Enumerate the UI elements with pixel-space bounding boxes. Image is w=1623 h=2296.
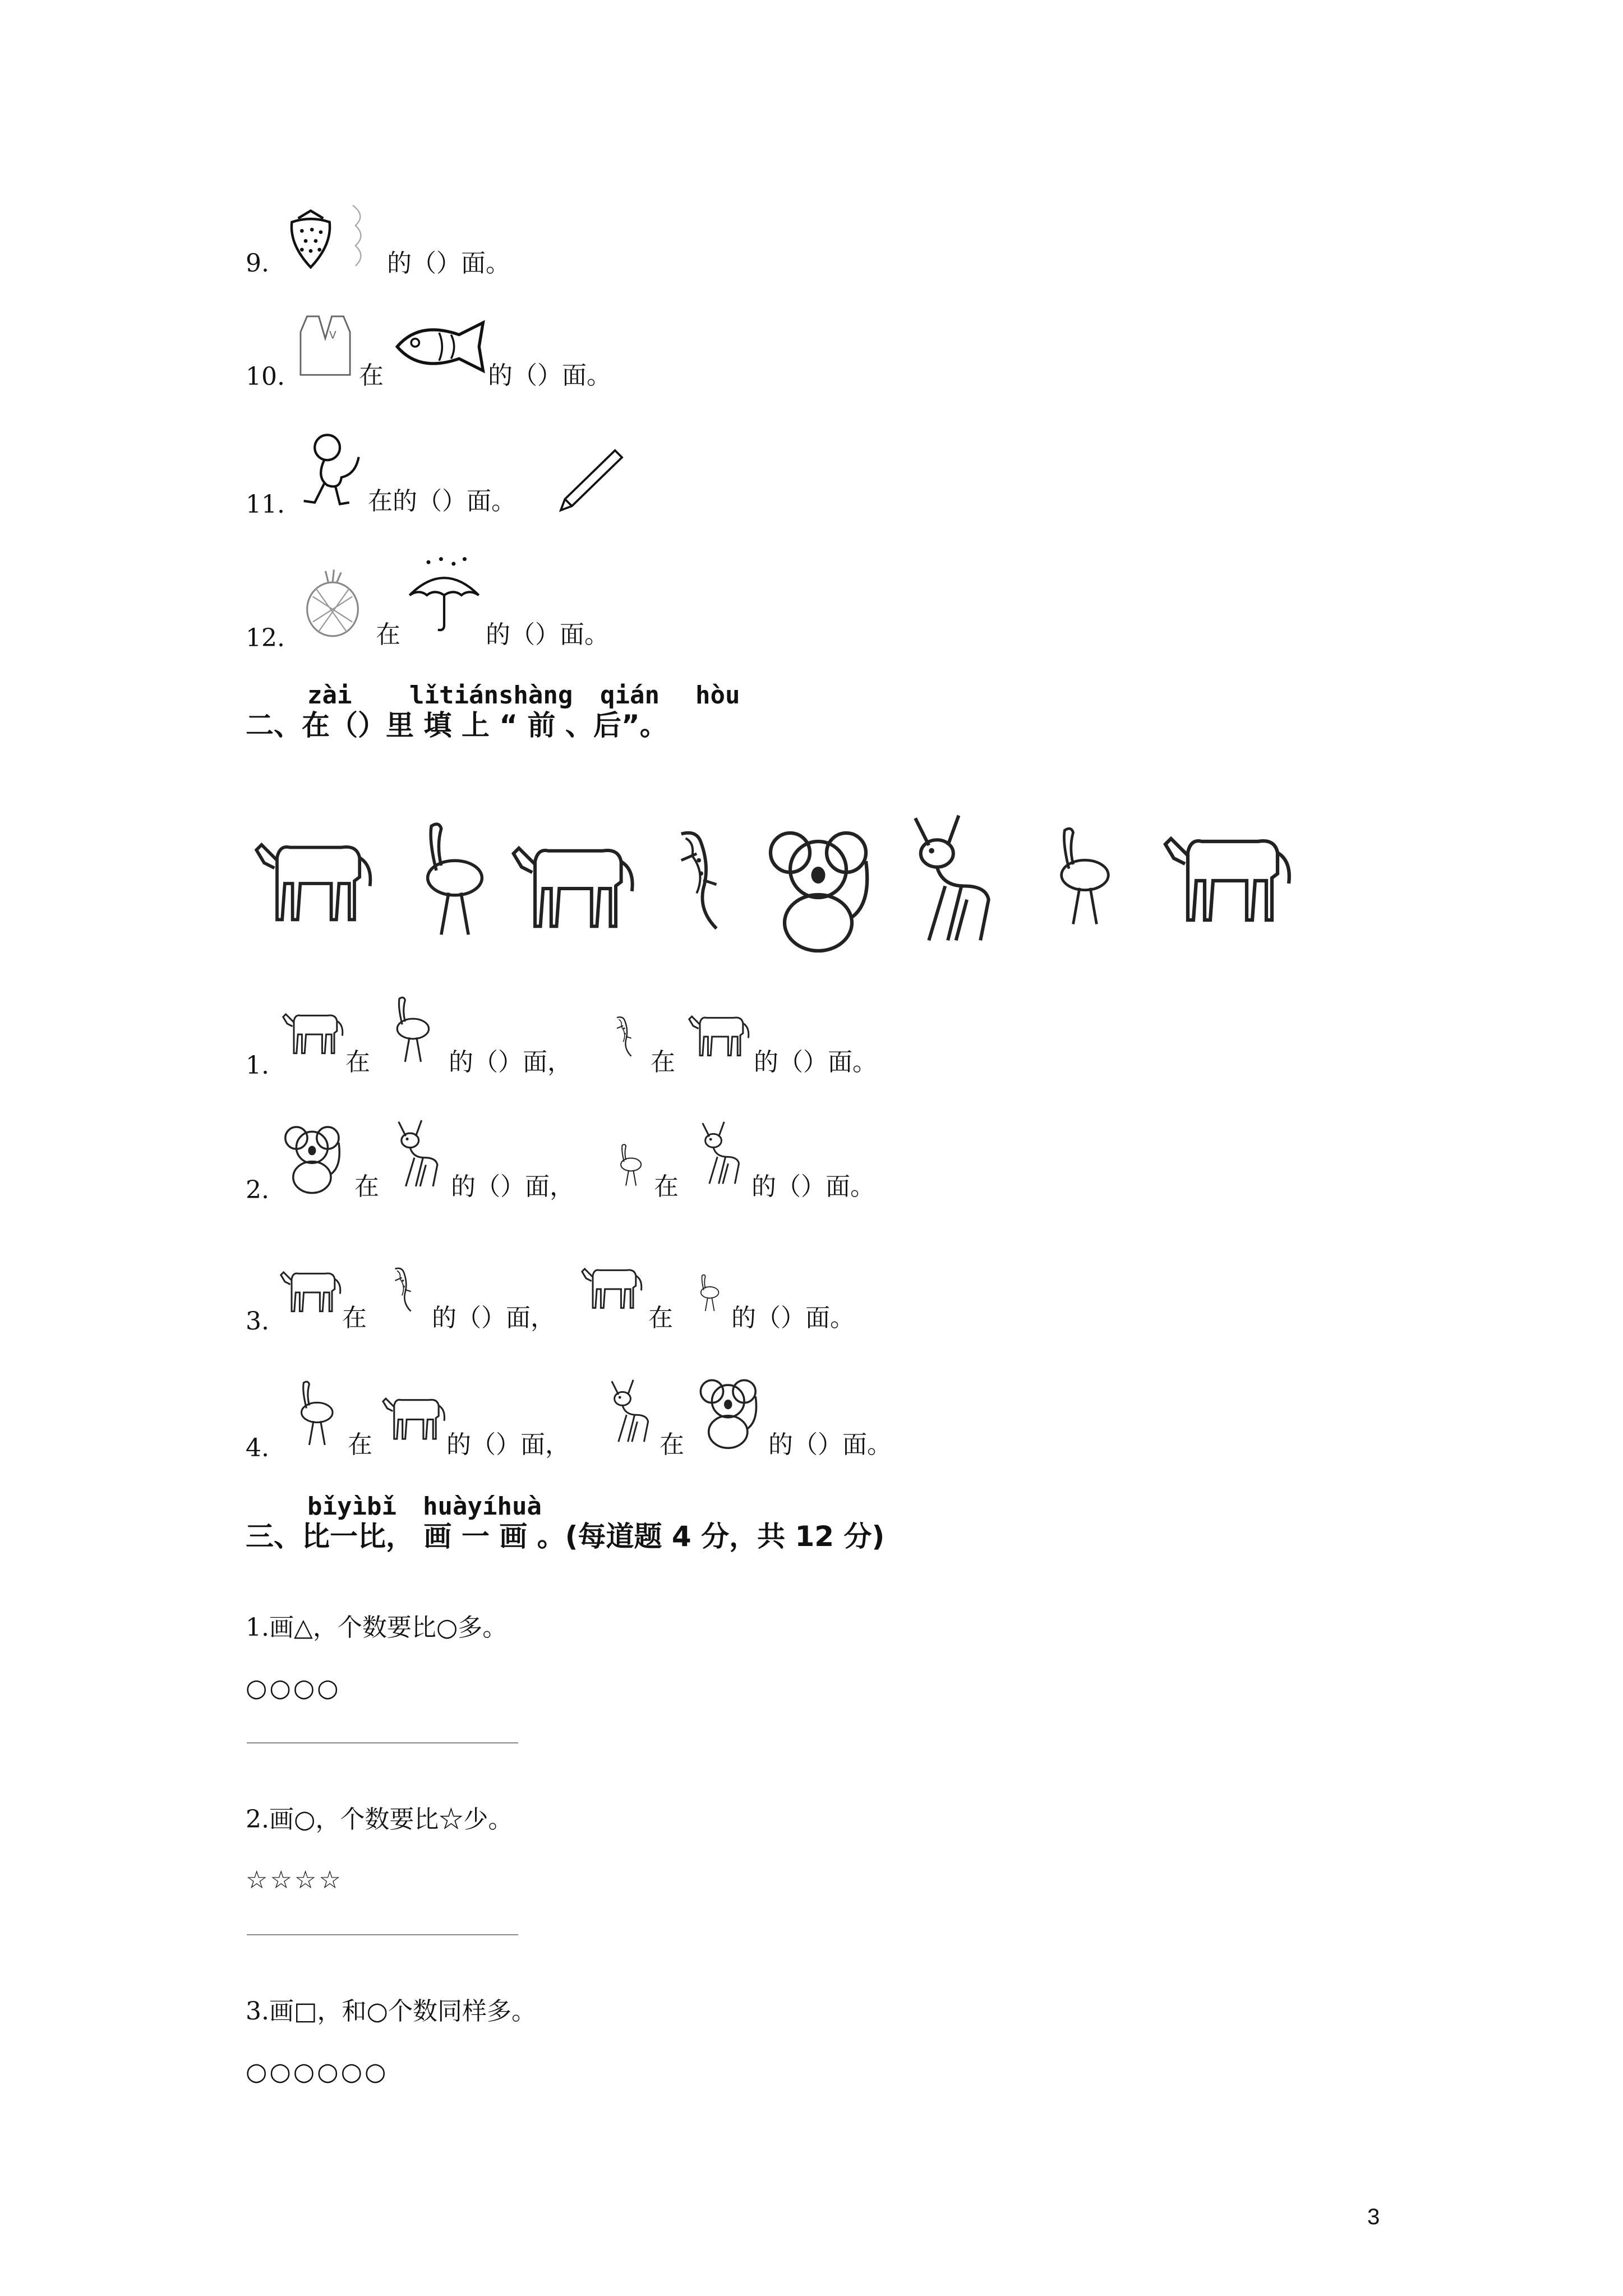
partial-image-icon bbox=[342, 202, 377, 269]
row-2-zai-2: 在 bbox=[654, 1172, 679, 1201]
camel-icon bbox=[1154, 797, 1306, 937]
row-4-text-1: 的（）面， bbox=[446, 1430, 570, 1459]
answer-line-1[interactable] bbox=[247, 1742, 518, 1743]
goat-icon bbox=[277, 1252, 347, 1319]
row-3-zai-1: 在 bbox=[342, 1304, 367, 1332]
item-12-text: 的（）面。 bbox=[486, 620, 609, 649]
flamingo-icon bbox=[1026, 791, 1133, 959]
koala-icon bbox=[754, 819, 894, 959]
lizard-icon bbox=[380, 1246, 430, 1331]
row-1-zai-1: 在 bbox=[345, 1048, 370, 1076]
pencil-icon bbox=[555, 443, 625, 516]
row-3-zai-2: 在 bbox=[648, 1304, 673, 1332]
monkey-icon bbox=[293, 425, 371, 514]
pinyin-huayihua: huàyíhuà bbox=[423, 1492, 542, 1521]
item-9-text: 的（）面。 bbox=[387, 249, 510, 278]
section-3-heading: 三、比一比， 画 一 画 。(每道题 4 分，共 12 分) bbox=[246, 1520, 885, 1553]
question-2-stars: ☆☆☆☆ bbox=[246, 1866, 343, 1894]
ostrich-icon bbox=[374, 983, 445, 1075]
row-2-zai-1: 在 bbox=[354, 1172, 379, 1201]
camel-icon bbox=[578, 1249, 648, 1316]
row-4-zai-2: 在 bbox=[660, 1430, 684, 1459]
pinyin-litianshang: lǐtiánshàng bbox=[409, 681, 573, 710]
row-4-text-2: 的（）面。 bbox=[768, 1430, 892, 1459]
row-2-text-2: 的（）面。 bbox=[751, 1172, 875, 1201]
row-1-text-2: 的（）面。 bbox=[754, 1048, 877, 1076]
lizard-icon bbox=[603, 994, 648, 1077]
question-3: 3.画□，和○个数同样多。 bbox=[246, 1997, 536, 2026]
ostrich-icon bbox=[278, 1369, 349, 1456]
row-2-number: 2. bbox=[246, 1176, 269, 1204]
section-2-heading: 二、在（）里 填 上 “ 前 、后”。 bbox=[246, 709, 668, 742]
umbrella-icon bbox=[405, 553, 483, 637]
item-9-number: 9. bbox=[246, 249, 269, 278]
horse-icon bbox=[279, 994, 349, 1061]
pinyin-biyibi: bǐyìbǐ bbox=[307, 1492, 396, 1521]
item-10-zai: 在 bbox=[359, 361, 384, 390]
answer-line-2[interactable] bbox=[247, 1934, 518, 1935]
fish-icon bbox=[389, 313, 489, 380]
row-1-zai-2: 在 bbox=[651, 1048, 675, 1076]
question-3-circles: ○○○○○○ bbox=[246, 2058, 389, 2086]
row-3-text-1: 的（）面， bbox=[432, 1304, 555, 1332]
goat-icon bbox=[380, 1378, 450, 1447]
row-1-text-1: 的（）面， bbox=[449, 1048, 572, 1076]
item-10-text: 的（）面。 bbox=[488, 361, 611, 390]
pinyin-qian: qián bbox=[600, 681, 660, 710]
item-11-number: 11. bbox=[246, 490, 285, 519]
ostrich-icon bbox=[387, 797, 510, 959]
pinyin-hou: hòu bbox=[695, 681, 740, 710]
koala-icon bbox=[691, 1369, 772, 1456]
vest-icon bbox=[293, 303, 358, 387]
item-12-number: 12. bbox=[246, 624, 285, 652]
deer-icon bbox=[883, 797, 1018, 959]
deer-icon bbox=[596, 1369, 663, 1453]
horse-icon bbox=[251, 803, 380, 938]
row-3-text-2: 的（）面。 bbox=[731, 1304, 855, 1332]
flamingo-icon bbox=[688, 1254, 728, 1331]
koala-icon bbox=[276, 1116, 354, 1200]
deer-icon bbox=[686, 1111, 754, 1195]
pinyin-zai: zài bbox=[307, 681, 352, 710]
item-11-text: 在的（）面。 bbox=[368, 487, 516, 516]
page-number: 3 bbox=[1367, 2205, 1380, 2229]
pineapple-icon bbox=[297, 561, 368, 646]
question-2: 2.画○，个数要比☆少。 bbox=[246, 1805, 513, 1834]
row-4-zai-1: 在 bbox=[348, 1430, 372, 1459]
row-1-number: 1. bbox=[246, 1051, 269, 1080]
item-12-zai: 在 bbox=[376, 620, 400, 649]
deer-icon bbox=[381, 1112, 453, 1195]
flamingo-icon bbox=[606, 1125, 652, 1204]
row-4-number: 4. bbox=[246, 1434, 269, 1462]
question-1-circles: ○○○○ bbox=[246, 1674, 341, 1703]
lizard-icon bbox=[648, 797, 758, 959]
goat-icon bbox=[508, 808, 643, 942]
goat-icon bbox=[684, 996, 756, 1064]
item-10-number: 10. bbox=[246, 362, 285, 391]
row-3-number: 3. bbox=[246, 1307, 269, 1336]
row-2-text-1: 的（）面， bbox=[451, 1172, 574, 1201]
strawberry-icon bbox=[279, 196, 342, 280]
question-1: 1.画△，个数要比○多。 bbox=[246, 1613, 508, 1642]
